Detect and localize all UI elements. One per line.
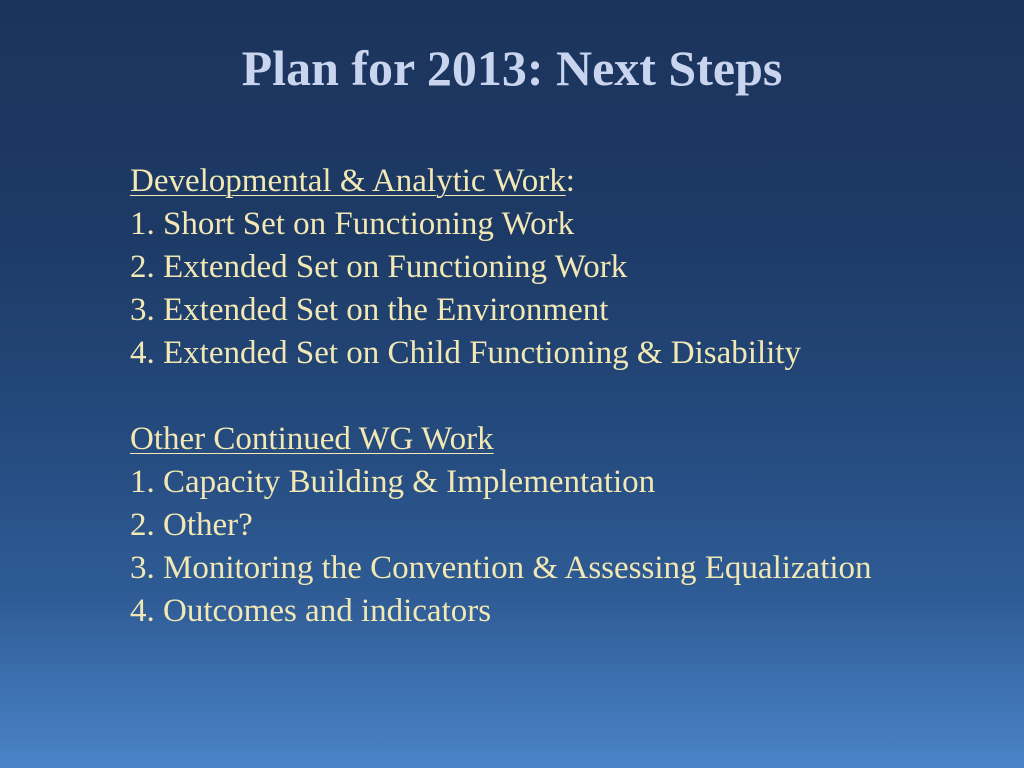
list-item: 3. Extended Set on the Environment [130, 292, 609, 328]
section-other-continued-wg-work [130, 418, 1020, 633]
section-developmental-analytic-work [130, 160, 1020, 375]
section-heading [130, 418, 1020, 461]
section-heading-text: Other Continued WG Work [130, 421, 494, 457]
list-item: 4. Extended Set on Child Functioning & Disability [130, 335, 801, 371]
slide-body [130, 160, 1020, 633]
slide-title: Plan for 2013: Next Steps [241, 40, 783, 96]
list-item: 2. Extended Set on Functioning Work [130, 249, 628, 285]
list-item: 1. Capacity Building & Implementation [130, 464, 656, 500]
list-item: 2. Other? [130, 507, 253, 543]
section-heading [130, 160, 1020, 203]
list-item: 4. Outcomes and indicators [130, 593, 492, 629]
list-item: 1. Short Set on Functioning Work [130, 206, 575, 242]
list-item: 3. Monitoring the Convention & Assessing Equalization [130, 550, 872, 586]
section-heading-text: Developmental & Analytic Work [130, 163, 566, 199]
section-heading-suffix: : [565, 163, 575, 199]
